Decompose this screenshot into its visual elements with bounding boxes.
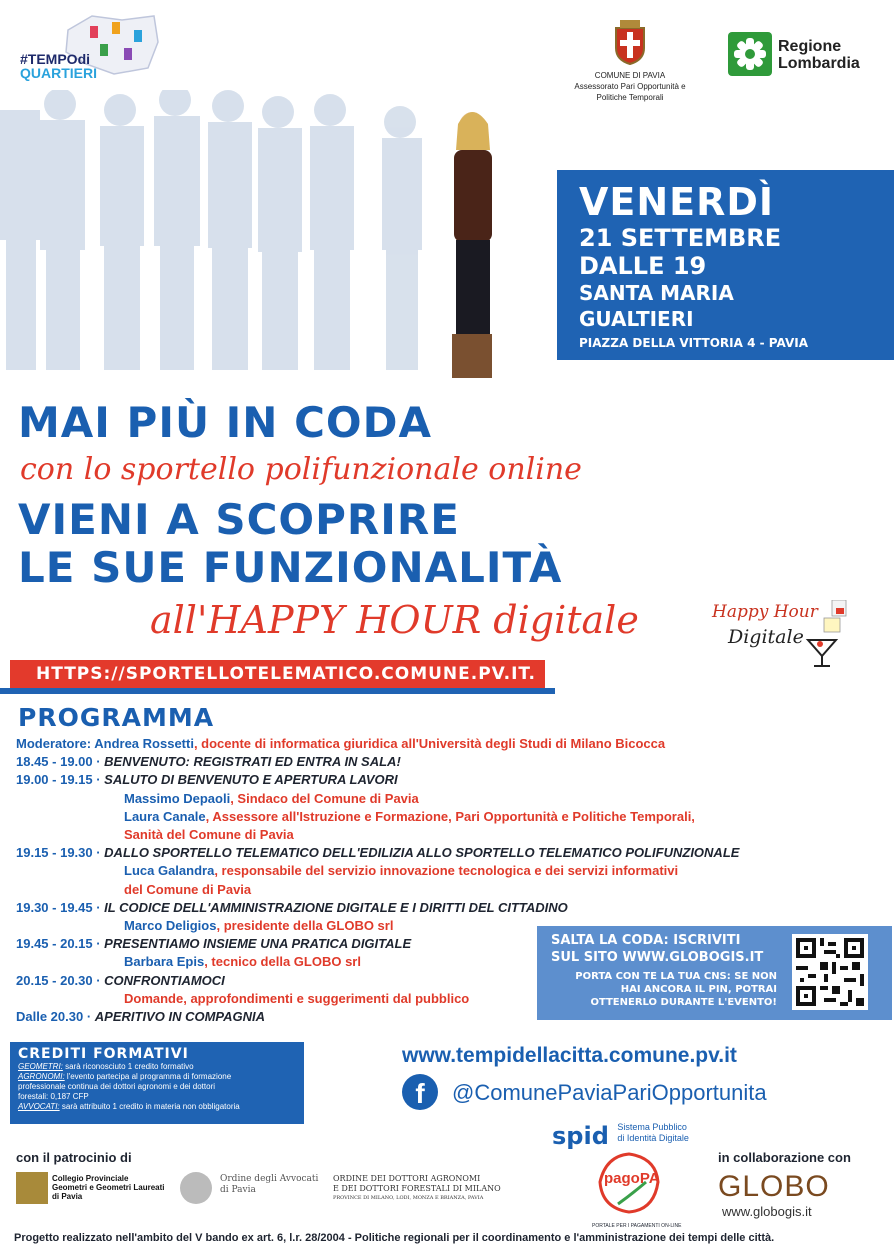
event-place2: GUALTIERI — [579, 307, 694, 331]
avvocati-line1: Ordine degli Avvocati — [220, 1174, 319, 1184]
collegio-line2: Geometri e Geometri Laureati — [52, 1183, 165, 1192]
hh-logo-line1: Happy Hour — [712, 602, 818, 622]
speaker-row — [16, 881, 894, 899]
ordine-agronomi-logo — [333, 1174, 503, 1204]
speaker-name: Laura Canale — [124, 808, 206, 824]
speaker-row — [16, 790, 894, 808]
headline-happy-hour: all'HAPPY HOUR digitale — [150, 598, 639, 642]
cns-sub1: PORTA CON TE LA TUA CNS: SE NON — [575, 971, 777, 982]
program-title: APERITIVO IN COMPAGNIA — [94, 1009, 265, 1025]
comune-name: COMUNE DI PAVIA — [594, 71, 666, 80]
agronomi-line3: PROVINCE DI MILANO, LODI, MONZA E BRIANZA, PAVIA — [333, 1195, 484, 1201]
program-title: DALLO SPORTELLO TELEMATICO DELL'EDILIZIA ALLO SPORTELLO TELEMATICO POLIFUNZIONALE — [104, 845, 740, 861]
avvocati-seal-icon — [180, 1172, 212, 1204]
moderator-desc: , docente di informatica giuridica all'Università degli Studi di Milano Bicocca — [193, 736, 666, 751]
program-time: 19.30 - 19.45 · — [16, 899, 105, 915]
headline-h3a: VIENI A SCOPRIRE — [18, 495, 460, 544]
collegio-geometri-logo — [16, 1172, 172, 1206]
speaker-role: del Comune di Pavia — [124, 881, 252, 897]
headline-mai-piu-in-coda: MAI PIÙ IN CODA — [18, 398, 432, 447]
agronomi-line2: E DEI DOTTORI FORESTALI DI MILANO — [333, 1184, 501, 1193]
program-time: 18.45 - 19.00 · — [16, 754, 105, 770]
hh-logo-line2: Digitale — [728, 626, 804, 648]
program-row — [16, 844, 894, 862]
footer-note: Progetto realizzato nell'ambito del V bando ex art. 6, l.r. 28/2004 - Politiche regionali per il coordinamento e l'amministrazione dei tempi delle città. — [14, 1232, 775, 1244]
regione-line1: Regione — [778, 38, 842, 55]
crediti-avvocati: AVVOCATI: sarà attribuito 1 credito in materia non obbligatoria — [18, 1102, 240, 1111]
program-row — [16, 771, 894, 789]
event-time: DALLE 19 — [579, 252, 707, 280]
globo-text: GLOBO — [718, 1170, 830, 1203]
speaker-name: Barbara Epis — [124, 954, 205, 970]
spid-line2: di Identità Digitale — [617, 1133, 689, 1143]
program-title: BENVENUTO: REGISTRATI ED ENTRA IN SALA! — [104, 754, 401, 770]
spid-line1: Sistema Pubblico — [617, 1122, 687, 1132]
event-address: PIAZZA DELLA VITTORIA 4 - PAVIA — [579, 336, 808, 350]
agronomi-line1: ORDINE DEI DOTTORI AGRONOMI — [333, 1174, 481, 1183]
program-title: CONFRONTIAMOCI — [104, 972, 225, 988]
geometri-icon — [16, 1172, 48, 1204]
program-time: 19.00 - 19.15 · — [16, 772, 105, 788]
qr-code-icon[interactable] — [792, 934, 868, 1010]
speaker-name: Marco Deligios — [124, 918, 217, 934]
program-title: PRESENTIAMO INSIEME UNA PRATICA DIGITALE — [104, 936, 412, 952]
program-time: 19.45 - 20.15 · — [16, 936, 105, 952]
event-day: VENERDÌ — [579, 180, 775, 224]
cns-sub3: OTTENERLO DURANTE L'EVENTO! — [590, 997, 777, 1008]
comune-line3: Politiche Temporali — [596, 93, 664, 102]
pagopa-text: pagoPA — [604, 1170, 660, 1187]
tempo-logo-text: #TEMPOdi QUARTIERI — [20, 51, 97, 81]
headline-h3b: LE SUE FUNZIONALITÀ — [18, 543, 563, 592]
pagopa-sub: PORTALE PER I PAGAMENTI ON-LINE — [592, 1223, 682, 1229]
crediti-agronomi-3: forestali: 0,187 CFP — [18, 1092, 89, 1101]
spid-word: spid — [552, 1122, 609, 1150]
queue-people-image — [0, 90, 560, 390]
program-title: IL CODICE DELL'AMMINISTRAZIONE DIGITALE E I DIRITTI DEL CITTADINO — [104, 899, 568, 915]
speaker-name: Luca Galandra — [124, 863, 215, 879]
cns-line1: SALTA LA CODA: ISCRIVITI — [551, 933, 741, 948]
headline-vieni-a-scoprire — [18, 496, 562, 592]
comune-line2: Assessorato Pari Opportunità e — [574, 82, 686, 91]
cns-line2[interactable]: SUL SITO WWW.GLOBOGIS.IT — [551, 950, 764, 965]
speaker-role: , presidente della GLOBO srl — [216, 918, 394, 934]
speaker-name: Massimo Depaoli — [124, 790, 231, 806]
headline-sportello: con lo sportello polifunzionale online — [20, 452, 582, 487]
program-time: Dalle 20.30 · — [16, 1009, 95, 1025]
crediti-title: CREDITI FORMATIVI — [18, 1046, 189, 1062]
speaker-row — [16, 862, 894, 880]
comune-pavia-logo — [560, 20, 700, 103]
regione-lombardia-logo — [728, 32, 878, 78]
programma-title: PROGRAMMA — [18, 703, 215, 732]
speaker-role: , tecnico della GLOBO srl — [204, 954, 361, 970]
crediti-formativi-box — [10, 1042, 304, 1124]
regione-line2: Lombardia — [778, 55, 860, 72]
speaker-role: Sanità del Comune di Pavia — [124, 827, 294, 843]
crediti-geometri: GEOMETRI: sarà riconosciuto 1 credito formativo — [18, 1062, 194, 1071]
program-row — [16, 753, 894, 771]
globo-site: www.globogis.it — [722, 1204, 812, 1219]
speaker-row — [16, 826, 894, 844]
speaker-role: , Sindaco del Comune di Pavia — [230, 790, 419, 806]
facebook-icon[interactable]: f — [402, 1074, 438, 1110]
speaker-row — [16, 808, 894, 826]
program-time: 20.15 - 20.30 · — [16, 972, 105, 988]
pagopa-logo — [592, 1152, 682, 1229]
speaker-role: , Assessore all'Istruzione e Formazione, Pari Opportunità e Politiche Temporali, — [205, 808, 695, 824]
globo-logo — [718, 1170, 830, 1219]
program-row-moderator — [16, 735, 894, 753]
regione-rosa-icon — [728, 32, 772, 76]
pavia-coat-of-arms-icon — [612, 20, 648, 66]
avvocati-line2: di Pavia — [220, 1185, 256, 1195]
cns-sub2: HAI ANCORA IL PIN, POTRAI — [620, 984, 777, 995]
website-link[interactable]: www.tempidellacitta.comune.pv.it — [402, 1044, 737, 1067]
collaborazione-label: in collaborazione con — [718, 1150, 851, 1165]
crediti-agronomi: AGRONOMI: l'evento partecipa al programma di formazione — [18, 1072, 232, 1081]
event-place1: SANTA MARIA — [579, 281, 734, 305]
collegio-line1: Collegio Provinciale — [52, 1174, 129, 1183]
url-banner — [0, 660, 555, 696]
spid-logo — [552, 1122, 689, 1150]
collegio-line3: di Pavia — [52, 1192, 83, 1201]
program-row — [16, 899, 894, 917]
speaker-role: , responsabile del servizio innovazione tecnologica e dei servizi informativi — [214, 863, 679, 879]
speaker-role: Domande, approfondimenti e suggerimenti dal pubblico — [124, 990, 470, 1006]
patrocinio-label: con il patrocinio di — [16, 1150, 132, 1165]
sportello-url-link[interactable]: HTTPS://SPORTELLOTELEMATICO.COMUNE.PV.IT. — [36, 664, 536, 684]
event-info-box — [557, 170, 894, 360]
crediti-agronomi-2: professionale continua dei dottori agronomi e dei dottori — [18, 1082, 216, 1091]
event-date: 21 SETTEMBRE — [579, 224, 782, 252]
facebook-handle-link[interactable]: @ComunePaviaPariOpportunita — [452, 1080, 767, 1105]
program-time: 19.15 - 19.30 · — [16, 845, 105, 861]
program-title: SALUTO DI BENVENUTO E APERTURA LAVORI — [104, 772, 398, 788]
ordine-avvocati-logo — [180, 1170, 330, 1210]
moderator-name: Moderatore: Andrea Rossetti — [16, 736, 194, 751]
